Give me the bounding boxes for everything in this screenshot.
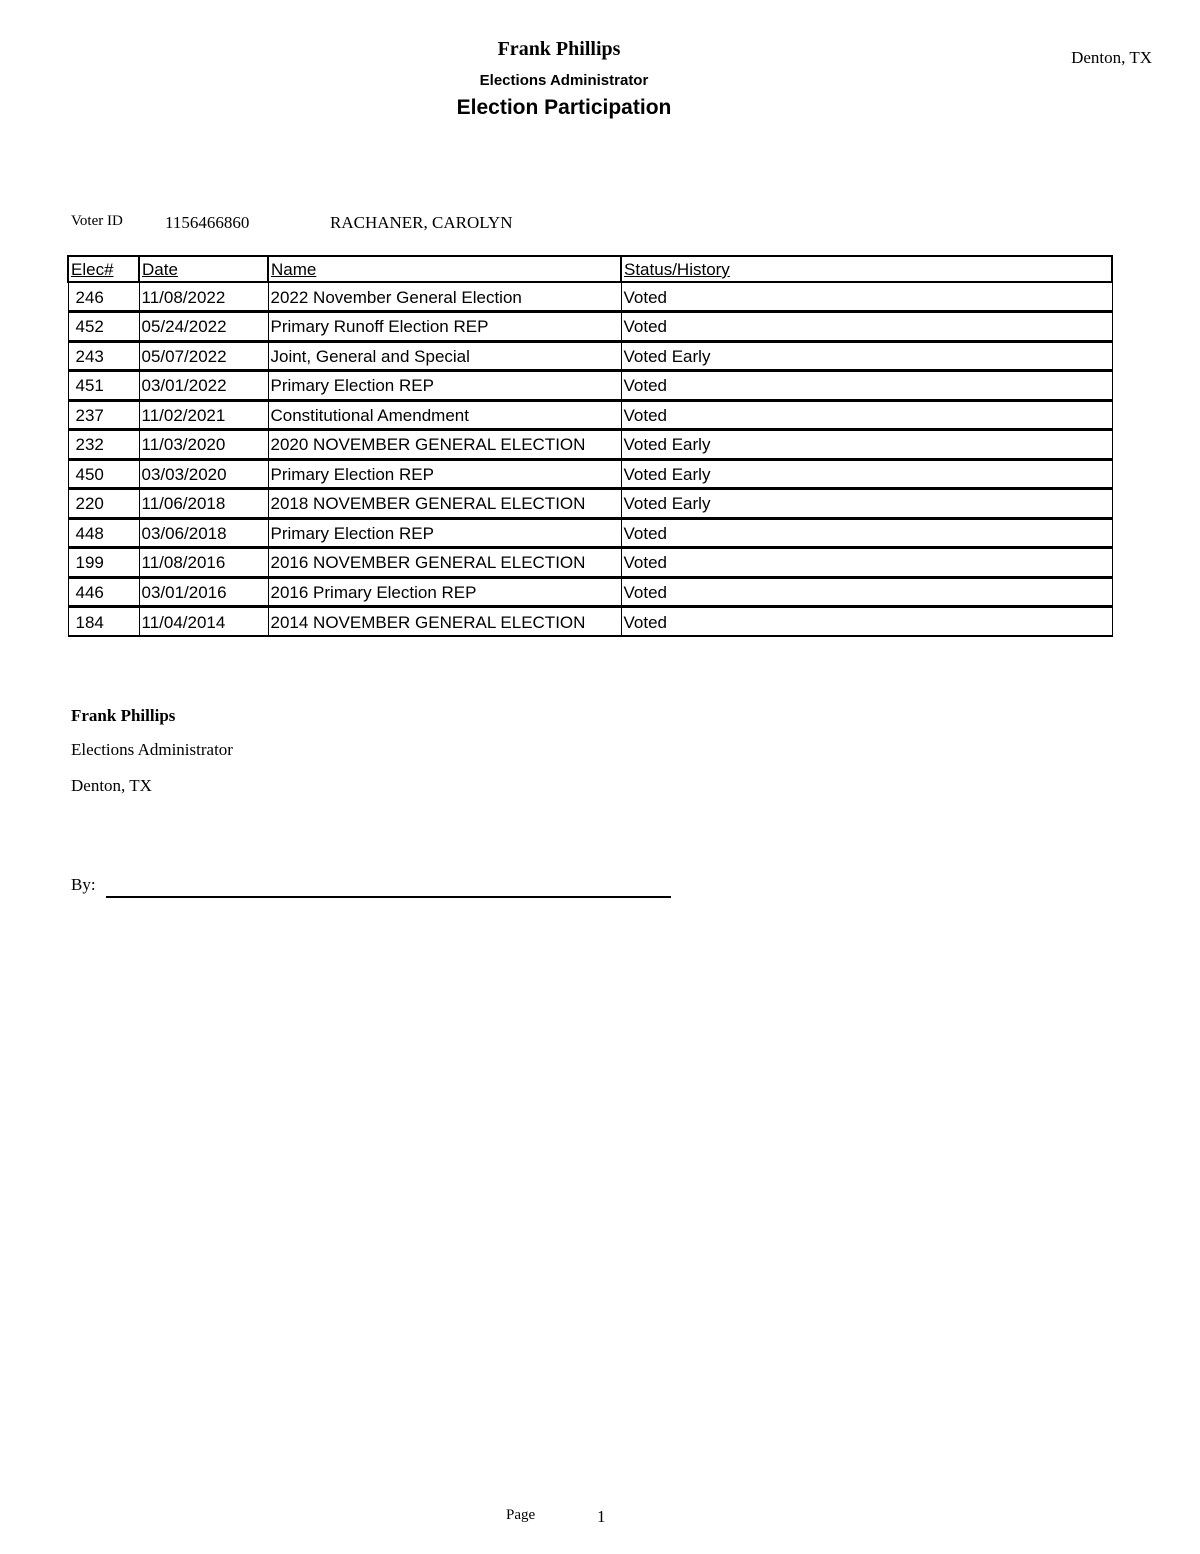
cell-status: Voted Early	[621, 459, 1112, 489]
column-header-name: Name	[268, 256, 621, 282]
signature-by-label: By:	[71, 875, 96, 894]
cell-election-name: 2018 NOVEMBER GENERAL ELECTION	[268, 489, 621, 519]
table-row	[68, 341, 1112, 371]
cell-election-name: 2022 November General Election	[268, 282, 621, 312]
signature-line	[106, 896, 671, 898]
cell-election-name: Primary Runoff Election REP	[268, 312, 621, 342]
table-row	[68, 400, 1112, 430]
table-row	[68, 489, 1112, 519]
cell-elec-number: 220	[68, 489, 139, 519]
cell-date: 11/06/2018	[139, 489, 268, 519]
cell-election-name: Primary Election REP	[268, 518, 621, 548]
page-label: Page	[506, 1507, 536, 1523]
cell-status: Voted	[621, 312, 1112, 342]
cell-elec-number: 184	[68, 607, 139, 637]
table-header-row	[68, 256, 1112, 282]
table-row	[68, 282, 1112, 312]
footer-location: Denton, TX	[71, 776, 152, 795]
cell-elec-number: 243	[68, 341, 139, 371]
cell-status: Voted Early	[621, 489, 1112, 519]
cell-status: Voted Early	[621, 341, 1112, 371]
cell-date: 11/02/2021	[139, 400, 268, 430]
cell-election-name: Primary Election REP	[268, 371, 621, 401]
page-number: 1	[597, 1507, 606, 1526]
cell-date: 03/03/2020	[139, 459, 268, 489]
cell-elec-number: 199	[68, 548, 139, 578]
voter-name: RACHANER, CAROLYN	[330, 213, 513, 232]
cell-status: Voted	[621, 548, 1112, 578]
cell-date: 03/01/2022	[139, 371, 268, 401]
cell-date: 05/07/2022	[139, 341, 268, 371]
cell-date: 03/06/2018	[139, 518, 268, 548]
cell-date: 05/24/2022	[139, 312, 268, 342]
cell-date: 03/01/2016	[139, 577, 268, 607]
cell-status: Voted	[621, 371, 1112, 401]
footer-role: Elections Administrator	[71, 740, 233, 759]
election-history-table	[67, 255, 1113, 637]
table-row	[68, 518, 1112, 548]
cell-elec-number: 450	[68, 459, 139, 489]
cell-status: Voted	[621, 577, 1112, 607]
cell-election-name: 2014 NOVEMBER GENERAL ELECTION	[268, 607, 621, 637]
table-row	[68, 430, 1112, 460]
cell-elec-number: 452	[68, 312, 139, 342]
cell-status: Voted	[621, 518, 1112, 548]
cell-status: Voted	[621, 282, 1112, 312]
voter-id-label: Voter ID	[71, 213, 123, 229]
cell-status: Voted Early	[621, 430, 1112, 460]
cell-election-name: 2016 Primary Election REP	[268, 577, 621, 607]
column-header-status: Status/History	[621, 256, 1112, 282]
table-row	[68, 607, 1112, 637]
cell-date: 11/04/2014	[139, 607, 268, 637]
header-role: Elections Administrator	[479, 72, 649, 89]
voter-id-value: 1156466860	[165, 213, 250, 232]
cell-election-name: 2016 NOVEMBER GENERAL ELECTION	[268, 548, 621, 578]
table-row	[68, 312, 1112, 342]
header-location: Denton, TX	[1071, 48, 1152, 67]
cell-elec-number: 246	[68, 282, 139, 312]
table-row	[68, 459, 1112, 489]
cell-election-name: Constitutional Amendment	[268, 400, 621, 430]
cell-date: 11/08/2016	[139, 548, 268, 578]
cell-date: 11/03/2020	[139, 430, 268, 460]
table-row	[68, 577, 1112, 607]
cell-elec-number: 448	[68, 518, 139, 548]
cell-status: Voted	[621, 607, 1112, 637]
cell-election-name: Primary Election REP	[268, 459, 621, 489]
table-row	[68, 548, 1112, 578]
column-header-elec: Elec#	[68, 256, 139, 282]
cell-status: Voted	[621, 400, 1112, 430]
header-name: Frank Phillips	[497, 38, 621, 60]
footer-name: Frank Phillips	[71, 706, 176, 725]
cell-date: 11/08/2022	[139, 282, 268, 312]
cell-elec-number: 237	[68, 400, 139, 430]
cell-election-name: 2020 NOVEMBER GENERAL ELECTION	[268, 430, 621, 460]
cell-elec-number: 451	[68, 371, 139, 401]
cell-elec-number: 232	[68, 430, 139, 460]
table-row	[68, 371, 1112, 401]
page-title: Election Participation	[456, 96, 672, 119]
column-header-date: Date	[139, 256, 268, 282]
cell-elec-number: 446	[68, 577, 139, 607]
table-body	[68, 282, 1112, 636]
cell-election-name: Joint, General and Special	[268, 341, 621, 371]
